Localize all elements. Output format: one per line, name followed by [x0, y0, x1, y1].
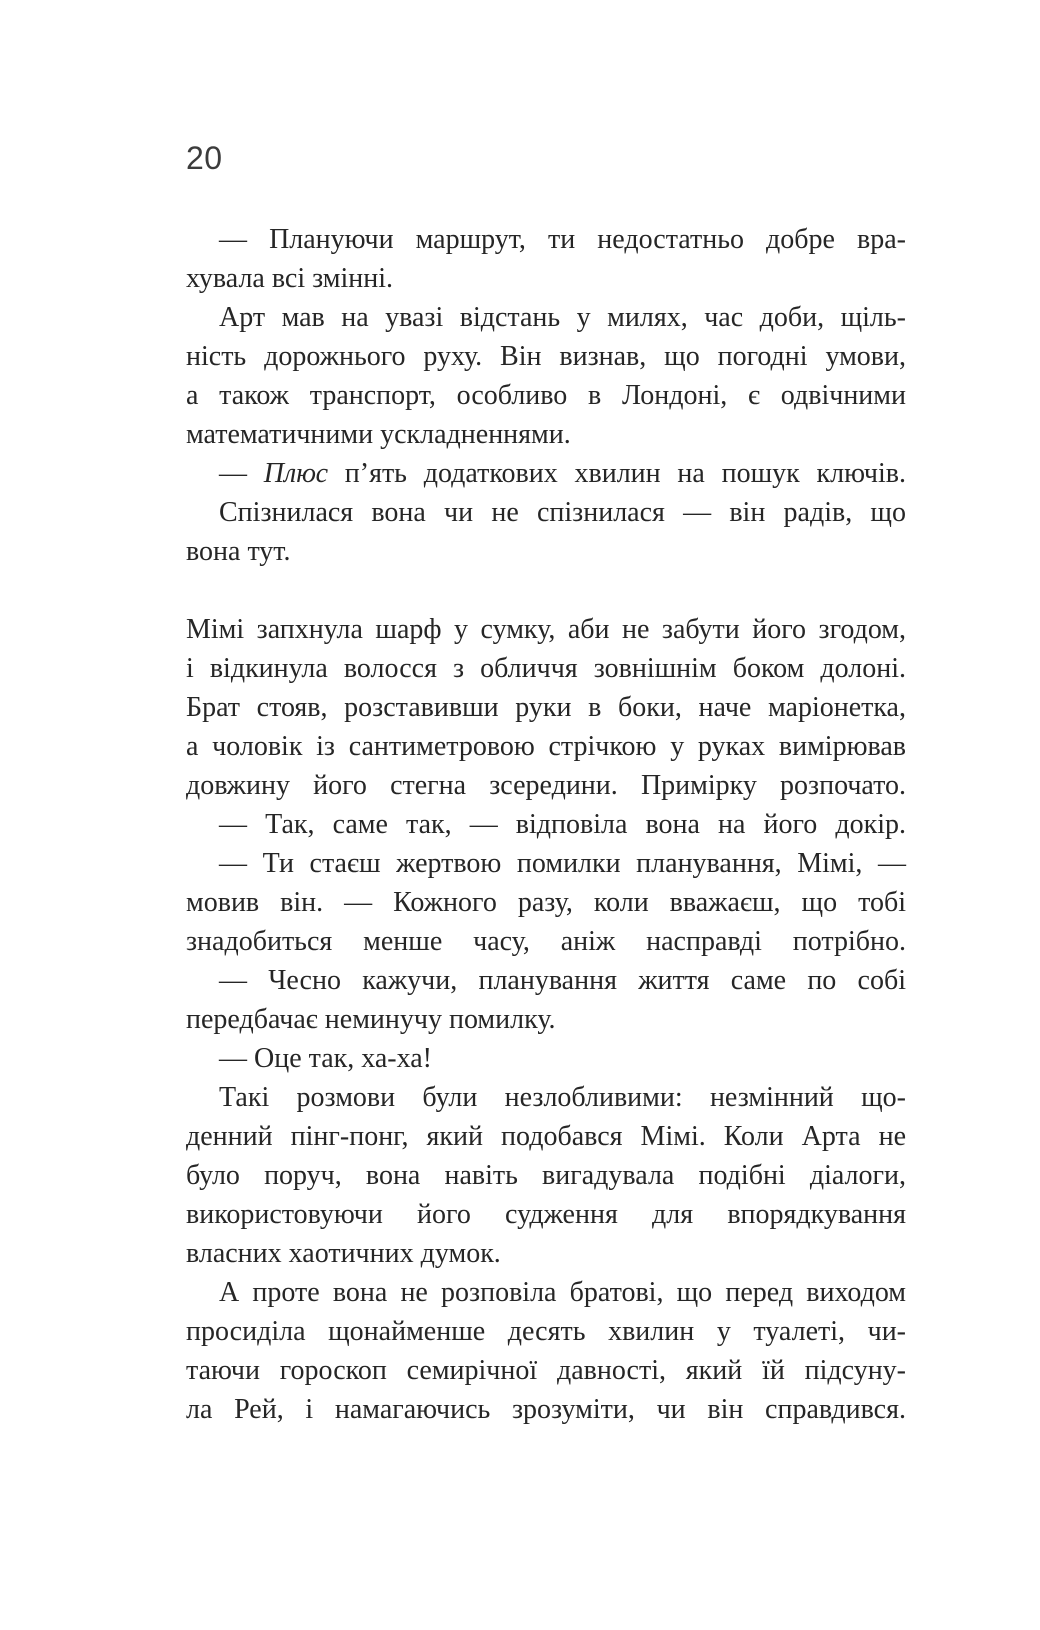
- text-line: Спізнилася вона чи не спізнилася — він радів, що: [219, 497, 906, 528]
- text-line: передбачає неминучу помилку.: [186, 1004, 556, 1035]
- text-line: — Так, саме так, — відповіла вона на його докір.: [219, 809, 906, 840]
- paragraph: [186, 1039, 906, 1078]
- text-line: вона тут.: [186, 536, 291, 567]
- paragraph: [186, 220, 906, 298]
- text-line: Брат стояв, розставивши руки в боки, наче маріонетка,: [186, 692, 906, 723]
- text-line: А проте вона не розповіла братові, що перед виходом: [219, 1277, 906, 1308]
- text-line: використовуючи його судження для впорядкування: [186, 1199, 906, 1230]
- paragraph: [186, 844, 906, 961]
- italic-word: Плюс: [263, 458, 328, 489]
- text-line: математичними ускладненнями.: [186, 419, 571, 450]
- text-line: Арт мав на увазі відстань у милях, час доби, щіль-: [219, 302, 906, 333]
- text-line: мовив він. — Кожного разу, коли вважаєш, що тобі: [186, 887, 906, 918]
- paragraph: [186, 1078, 906, 1273]
- page-number: 20: [186, 140, 223, 176]
- text-line: таючи гороскоп семирічної давності, який їй підсуну-: [186, 1355, 906, 1386]
- text-line: довжину його стегна зсередини. Примірку розпочато.: [186, 770, 906, 801]
- paragraph: [186, 805, 906, 844]
- paragraph: [186, 1273, 906, 1429]
- paragraph: [186, 454, 906, 493]
- text-line: хувала всі змінні.: [186, 263, 394, 294]
- text-line: Такі розмови були незлобливими: незмінний що-: [219, 1082, 906, 1113]
- paragraph: [186, 961, 906, 1039]
- text-line: Мімі запхнула шарф у сумку, аби не забути його згодом,: [186, 614, 906, 645]
- dialogue-dash: —: [219, 458, 264, 489]
- text-line: ність дорожнього руху. Він визнав, що погодні умови,: [186, 341, 906, 372]
- text-line: знадобиться менше часу, аніж насправді потрібно.: [186, 926, 906, 957]
- line-rest: п’ять додаткових хвилин на пошук ключів.: [328, 458, 907, 489]
- text-line: — Оце так, ха-ха!: [219, 1043, 433, 1074]
- text-line: — Ти стаєш жертвою помилки планування, Мімі, —: [219, 848, 906, 879]
- text-line: і відкинула волосся з обличчя зовнішнім боком долоні.: [186, 653, 906, 684]
- text-line: денний пінг-понг, який подобався Мімі. Коли Арта не: [186, 1121, 906, 1152]
- text-line: — Плануючи маршрут, ти недостатньо добре вра-: [219, 224, 906, 255]
- paragraph: [186, 493, 906, 571]
- text-line: ла Рей, і намагаючись зрозуміти, чи він справдився.: [186, 1394, 906, 1425]
- text-line: — Чесно кажучи, планування життя саме по собі: [219, 965, 906, 996]
- paragraph: [186, 298, 906, 454]
- text-line: власних хаотичних думок.: [186, 1238, 501, 1269]
- text-line: [186, 454, 906, 493]
- paragraph-section-start: [186, 610, 906, 805]
- body-text: [186, 220, 906, 1429]
- text-line: просиділа щонайменше десять хвилин у туалеті, чи-: [186, 1316, 906, 1347]
- text-line: а чоловік із сантиметровою стрічкою у руках вимірював: [186, 731, 906, 762]
- text-line: було поруч, вона навіть вигадувала подібні діалоги,: [186, 1160, 906, 1191]
- text-line: а також транспорт, особливо в Лондоні, є одвічними: [186, 380, 906, 411]
